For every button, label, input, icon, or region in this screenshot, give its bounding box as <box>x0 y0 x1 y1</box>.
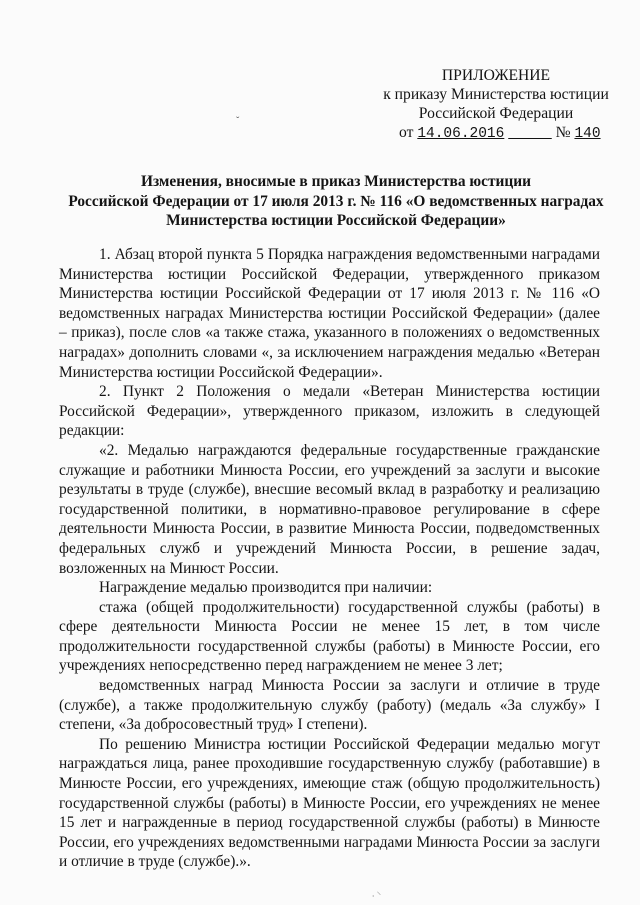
order-date: 14.06.2016 <box>417 126 505 142</box>
order-number: 140 <box>574 126 601 142</box>
paragraph-3: «2. Медалью награждаются федеральные государственные гражданские служащие и работники Минюста России, его учреждений за заслуги и высокие результаты в труде (службе), внесшие весомый вклад в разработку и реализацию государственной политики, в нормативно-правовое регулирование в сфере деятельности Минюста России, в развитие Минюста России, подведомственных федеральных служб и учреждений Минюста России, в решение задач, возложенных на Минюст России. <box>59 441 600 577</box>
paragraph-5: стажа (общей продолжительности) государственной службы (работы) в сфере деятельности Минюста России не менее 15 лет, в том числе продолжительности государственной службы (работы) в Минюсте России, его учреждениях непосредственно перед награждением не менее 3 лет; <box>59 598 600 675</box>
appendix-title: ПРИЛОЖЕНИЕ <box>441 67 551 84</box>
paragraph-7: По решению Министра юстиции Российской Федерации медалью могут награждаться лица, ранее проходившие государственную службу (работавшие) в Минюсте России, его учреждениях, имеющие стаж (общую продолжительность) государственной службы (работы) в Минюсте России, его учреждениях не менее 15 лет и награжденные в период государственной службы (работы) в Минюсте России, его учреждениях ведомственными наградами Минюста России за заслуги и отличие в труде (службе).». <box>59 735 600 871</box>
appendix-date-number-line <box>380 123 612 144</box>
paragraph-2: 2. Пункт 2 Положения о медали «Ветеран Министерства юстиции Российской Федерации», утвержденного приказом, изложить в следующей редакции: <box>59 383 600 440</box>
appendix-header <box>380 66 612 144</box>
date-underline-tail <box>508 126 552 142</box>
paragraph-1: 1. Абзац второй пункта 5 Порядка награждения ведомственными наградами Министерства юстиции Российской Федерации, утвержденного приказом Министерства юстиции Российской Федерации от 17 июля 2013 г. № 116 «О ведомственных наградах Министерства юстиции Российской Федерации» (далее – приказ), после слов «а также стажа, указанного в положениях о ведомственных наградах» дополнить словами «, за исключением награждения медалью «Ветеран Министерства юстиции Российской Федерации». <box>59 246 600 381</box>
heading-line-1: Изменения, вносимые в приказ Министерства юстиции <box>140 173 532 190</box>
number-label: № <box>555 124 571 141</box>
scan-artifact: ⸳ ⸌ <box>372 890 382 900</box>
from-label: от <box>399 124 414 141</box>
appendix-ministry-line: Российской Федерации <box>418 105 574 122</box>
paragraph-4: Награждение медалью производится при наличии: <box>99 579 433 597</box>
heading-line-2: Российской Федерации от 17 июля 2013 г. № 116 «О ведомственных наградах <box>68 192 604 210</box>
document-heading <box>60 172 612 231</box>
scan-mark: ˇ <box>236 116 240 127</box>
heading-line-3: Министерства юстиции Российской Федерации» <box>166 212 506 229</box>
paragraph-6: ведомственных наград Минюста России за заслуги и отличие в труде (службе), а также продолжительную службу (работу) (медаль «За службу» I степени, «За добросовестный труд» I степени). <box>59 677 600 734</box>
document-body <box>59 245 600 872</box>
appendix-order-line: к приказу Министерства юстиции <box>383 86 609 103</box>
